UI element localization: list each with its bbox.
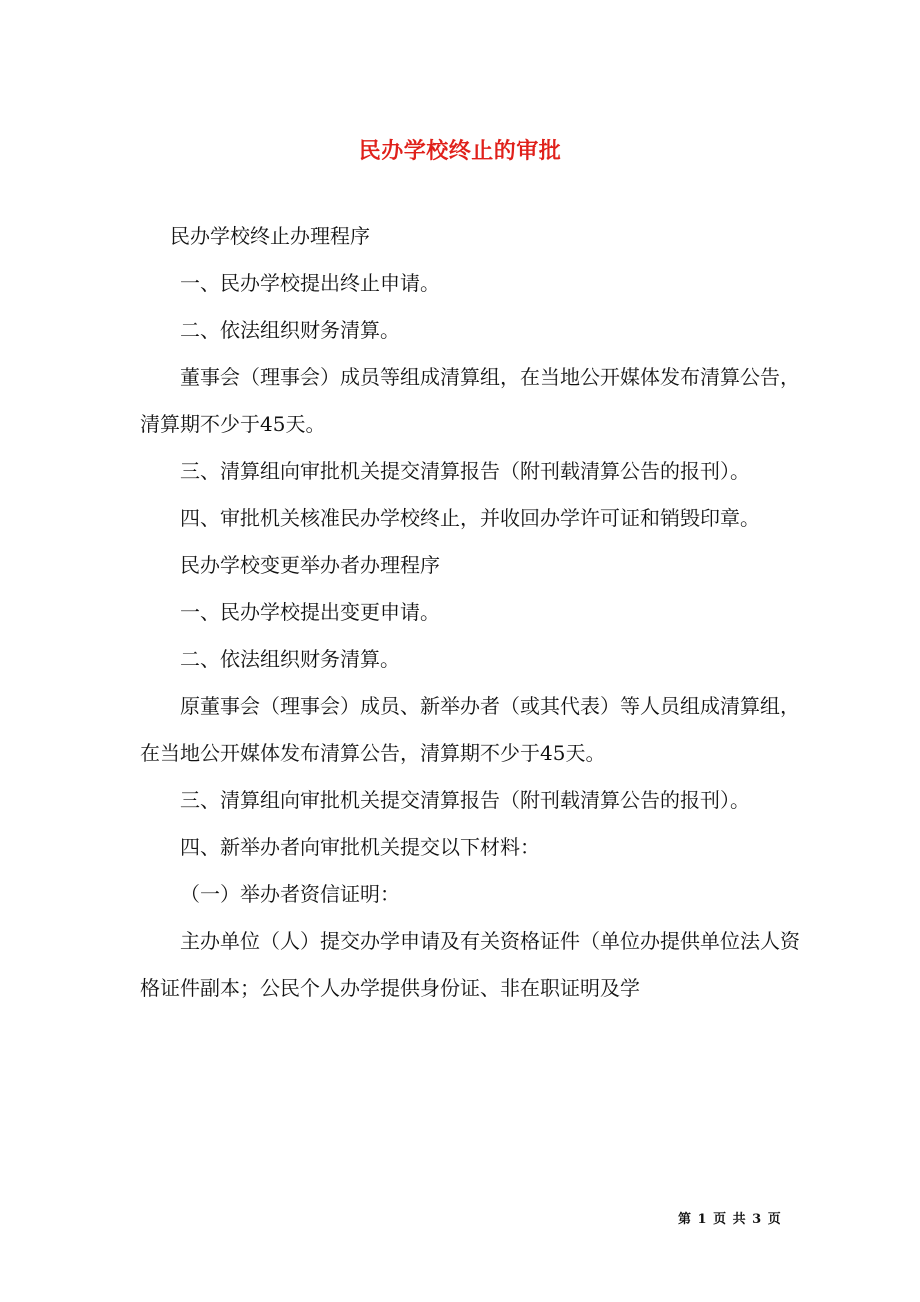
paragraph: 民办学校终止办理程序 [170,224,370,248]
paragraph: 一、民办学校提出变更申请。 [180,600,440,624]
paragraph: 主办单位（人）提交办学申请及有关资格证件（单位办提供单位法人资格证件副本；公民个人办学提供身份证、非在职证明及学 [140,929,800,1000]
paragraph: 四、新举办者向审批机关提交以下材料： [180,835,540,859]
page-number-footer: 第 1 页 共 3 页 [678,1212,782,1227]
paragraph: （一）举办者资信证明： [180,882,400,906]
paragraph: 二、依法组织财务清算。 [180,318,400,342]
paragraph: 民办学校变更举办者办理程序 [180,553,440,577]
paragraph: 董事会（理事会）成员等组成清算组，在当地公开媒体发布清算公告，清算期不少于45天。 [140,365,800,436]
paragraph: 三、清算组向审批机关提交清算报告（附刊载清算公告的报刊）。 [180,459,750,483]
paragraph: 二、依法组织财务清算。 [180,647,400,671]
paragraph: 四、审批机关核准民办学校终止，并收回办学许可证和销毁印章。 [180,506,760,530]
paragraph: 三、清算组向审批机关提交清算报告（附刊载清算公告的报刊）。 [180,788,750,812]
document-title: 民办学校终止的审批 [358,137,562,164]
paragraph: 一、民办学校提出终止申请。 [180,271,440,295]
paragraph: 原董事会（理事会）成员、新举办者（或其代表）等人员组成清算组，在当地公开媒体发布清算公告，清算期不少于45天。 [140,694,800,765]
document-body [140,213,800,1012]
